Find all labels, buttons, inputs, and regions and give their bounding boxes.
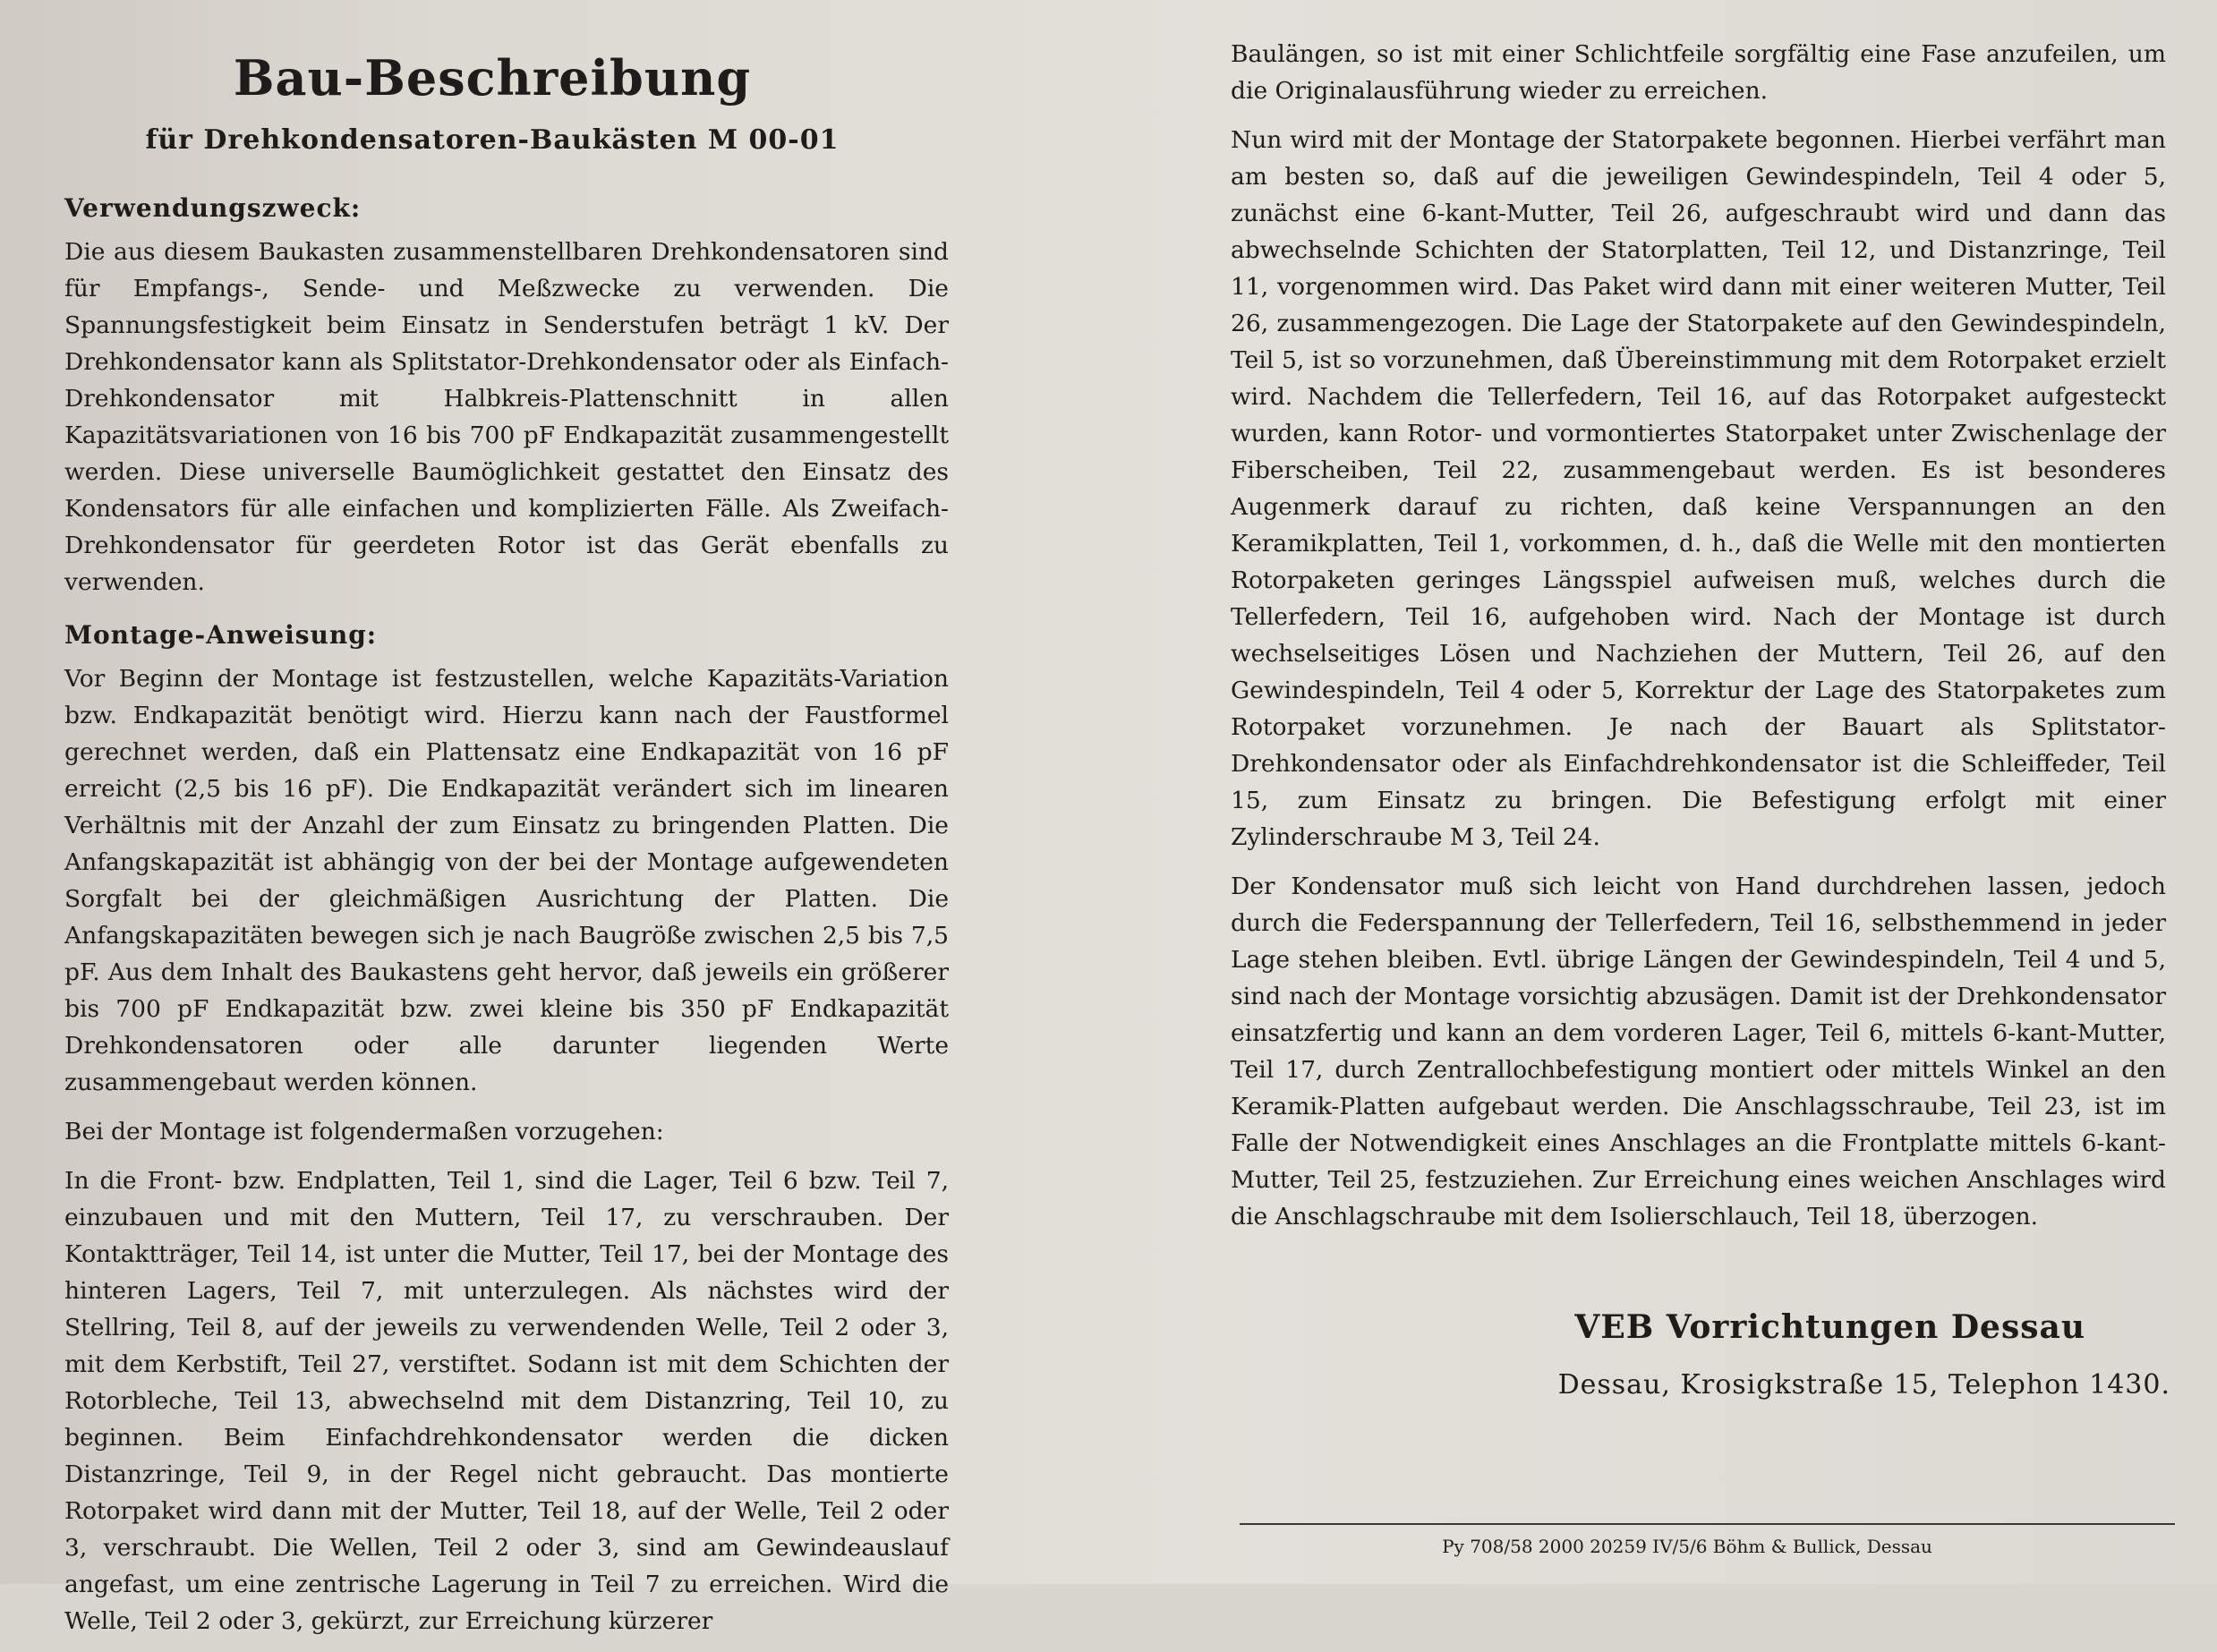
- printer-imprint: Py 708/58 2000 20259 IV/5/6 Böhm & Bullick, Dessau: [1442, 1536, 1932, 1557]
- assembly-paragraph-3: In die Front- bzw. Endplatten, Teil 1, sind die Lager, Teil 6 bzw. Teil 7, einzubauen und mit den Muttern, Teil 17, zu verschrauben. Der Kontaktträger, Teil 14, ist unter die Mutter, Teil 17, bei der Montage des hinteren Lagers, Teil 7, mit unterzulegen. Als nächstes wird der Stellring, Teil 8, auf der jeweils zu verwendenden Welle, Teil 2 oder 3, mit dem Kerbstift, Teil 27, verstiftet. Sodann ist mit dem Schichten der Rotorbleche, Teil 13, abwechselnd mit dem Distanzring, Teil 10, zu beginnen. Beim Einfachdrehkondensator werden die dicken Distanzringe, Teil 9, in der Regel nicht gebraucht. Das montierte Rotorpaket wird dann mit der Mutter, Teil 18, auf der Welle, Teil 2 oder 3, verschraubt. Die Wellen, Teil 2 oder 3, sind am Gewindeauslauf angefast, um eine zentrische Lagerung in Teil 7 zu erreichen. Wird die Welle, Teil 2 oder 3, gekürzt, zur Erreichung kürzerer: [64, 1167, 949, 1635]
- company-name: VEB Vorrichtungen Dessau: [1574, 1308, 2085, 1346]
- usage-paragraph: Die aus diesem Baukasten zusammenstellbaren Drehkondensatoren sind für Empfangs-, Sende- und Meßzwecke zu verwenden. Die Spannungsfestigkeit beim Einsatz in Senderstufen beträgt 1 kV. Der Drehkondensator kann als Splitstator-Drehkondensator oder als Einfach-Drehkondensator mit Halbkreis-Plattenschnitt in allen Kapazitätsvariationen von 16 bis 700 pF Endkapazität zusammengestellt werden. Diese universelle Baumöglichkeit gestattet den Einsatz des Kondensators für alle einfachen und komplizierten Fälle. Als Zweifach-Drehkondensator für geerdeten Rotor ist das Gerät ebenfalls zu verwenden.: [64, 238, 949, 596]
- left-column: [36, 49, 949, 1652]
- footer-divider: [1240, 1523, 2175, 1525]
- right-column: [1231, 36, 2166, 1248]
- assembly-paragraph-1: Vor Beginn der Montage ist festzustellen, welche Kapazitäts-Variation bzw. Endkapazität benötigt wird. Hierzu kann nach der Faustformel gerechnet werden, daß ein Plattensatz eine Endkapazität von 16 pF erreicht (2,5 bis 16 pF). Die Endkapazität verändert sich im linearen Verhältnis mit der Anzahl der zum Einsatz zu bringenden Platten. Die Anfangskapazität ist abhängig von der bei der Montage aufgewendeten Sorgfalt bei der gleichmäßigen Ausrichtung der Platten. Die Anfangskapazitäten bewegen sich je nach Baugröße zwischen 2,5 bis 7,5 pF. Aus dem Inhalt des Baukastens geht hervor, daß jeweils ein größerer bis 700 pF Endkapazität bzw. zwei kleine bis 350 pF Endkapazität Drehkondensatoren oder alle darunter liegenden Werte zusammengebaut werden können.: [64, 665, 949, 1096]
- right-paragraph-3: Der Kondensator muß sich leicht von Hand durchdrehen lassen, jedoch durch die Federspannung der Tellerfedern, Teil 16, selbsthemmend in jeder Lage stehen bleiben. Evtl. übrige Längen der Gewindespindeln, Teil 4 und 5, sind nach der Montage vorsichtig abzusägen. Damit ist der Drehkondensator einsatzfertig und kann an dem vorderen Lager, Teil 6, mittels 6-kant-Mutter, Teil 17, durch Zentrallochbefestigung montiert oder mittels Winkel an den Keramik-Platten aufgebaut werden. Die Anschlagsschraube, Teil 23, ist im Falle der Notwendigkeit eines Anschlages an die Frontplatte mittels 6-kant-Mutter, Teil 25, festzuziehen. Zur Erreichung eines weichen Anschlages wird die Anschlagschraube mit dem Isolierschlauch, Teil 18, überzogen.: [1231, 873, 2166, 1230]
- usage-heading: Verwendungszweck:: [64, 193, 362, 223]
- document-title: Bau-Beschreibung: [233, 49, 752, 106]
- document-subtitle: für Drehkondensatoren-Baukästen M 00-01: [145, 124, 840, 156]
- right-paragraph-2: Nun wird mit der Montage der Statorpakete begonnen. Hierbei verfährt man am besten so, daß auf die jeweiligen Gewindespindeln, Teil 4 oder 5, zunächst eine 6-kant-Mutter, Teil 26, aufgeschraubt wird und dann das abwechselnde Schichten der Statorplatten, Teil 12, und Distanzringe, Teil 11, vorgenommen wird. Das Paket wird dann mit einer weiteren Mutter, Teil 26, zusammengezogen. Die Lage der Statorpakete auf den Gewindespindeln, Teil 5, ist so vorzunehmen, daß Übereinstimmung mit dem Rotorpaket erzielt wird. Nachdem die Tellerfedern, Teil 16, auf das Rotorpaket aufgesteckt wurden, kann Rotor- und vormontiertes Statorpaket unter Zwischenlage der Fiberscheiben, Teil 22, zusammengebaut werden. Es ist besonderes Augenmerk darauf zu richten, daß keine Verspannungen an den Keramikplatten, Teil 1, vorkommen, d. h., daß die Welle mit den montierten Rotorpaketen geringes Längsspiel aufweisen muß, welches durch die Tellerfedern, Teil 16, aufgehoben wird. Nach der Montage ist durch wechselseitiges Lösen und Nachziehen der Muttern, Teil 26, auf den Gewindespindeln, Teil 4 oder 5, Korrektur der Lage des Statorpaketes zum Rotorpaket vorzunehmen. Je nach der Bauart als Splitstator-Drehkondensator oder als Einfachdrehkondensator ist die Schleiffeder, Teil 15, zum Einsatz zu bringen. Die Befestigung erfolgt mit einer Zylinderschraube M 3, Teil 24.: [1231, 126, 2166, 851]
- right-paragraph-1: Baulängen, so ist mit einer Schlichtfeile sorgfältig eine Fase anzufeilen, um die Originalausführung wieder zu erreichen.: [1231, 40, 2166, 105]
- company-address: Dessau, Krosigkstraße 15, Telephon 1430.: [1557, 1369, 2170, 1401]
- assembly-heading: Montage-Anweisung:: [64, 620, 378, 650]
- assembly-paragraph-2: Bei der Montage ist folgendermaßen vorzugehen:: [64, 1118, 664, 1145]
